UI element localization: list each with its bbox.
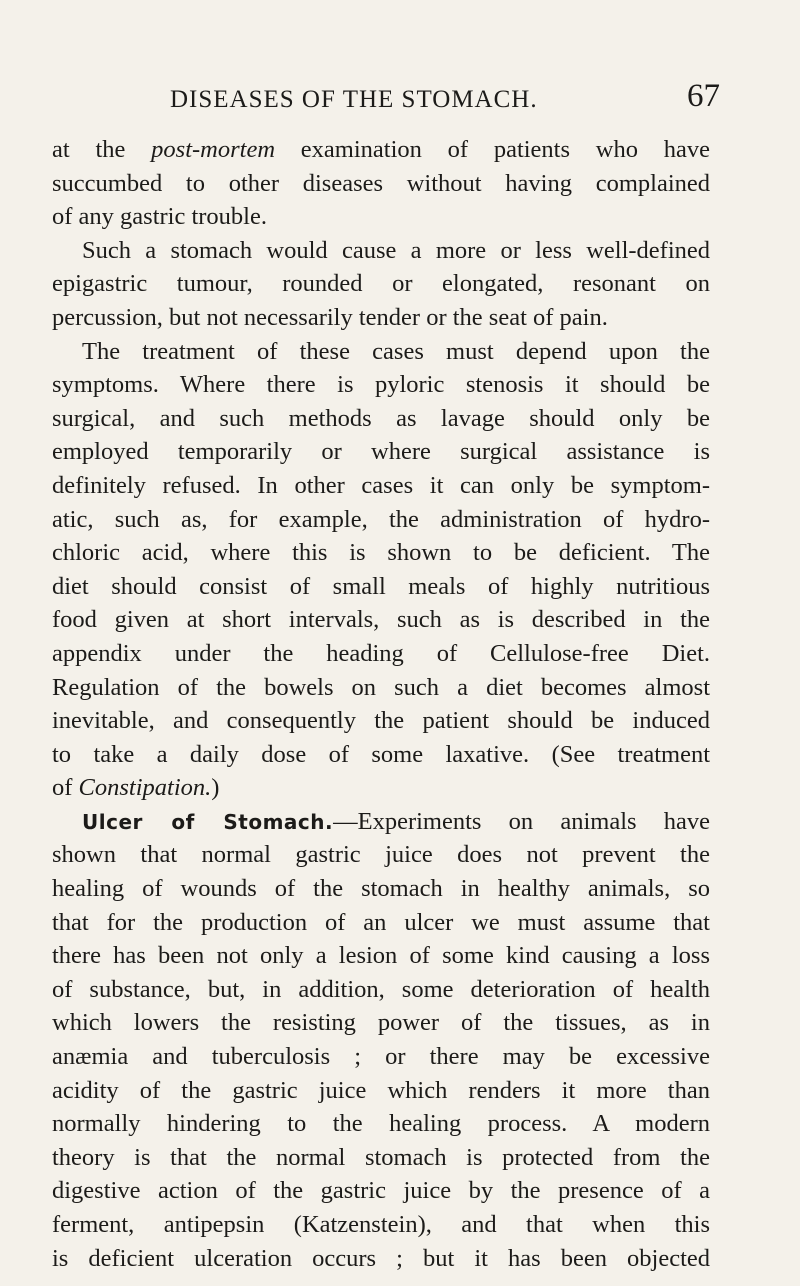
text-line: Regulation of the bowels on such a diet becomes almost [52,673,710,701]
text-line: chloric acid, where this is shown to be deficient. The [52,539,710,567]
italic-term: post-mortem [151,136,276,163]
section-heading: Ulcer of Stomach. [82,809,334,834]
text-line: anæmia and tuberculosis ; or there may be excessive [52,1043,710,1071]
text-line: is deficient ulceration occurs ; but it has been objected [52,1244,710,1272]
text-line: which lowers the resisting power of the tissues, as in [52,1009,710,1037]
text-line: epigastric tumour, rounded or elongated, resonant on [52,270,710,298]
text-line: symptoms. Where there is pyloric stenosis it should be [52,371,710,399]
text-line: The treatment of these cases must depend upon the [82,337,710,365]
text-line: atic, such as, for example, the administration of hydro- [52,505,710,533]
text-line: percussion, but not necessarily tender or the seat of pain. [52,303,608,331]
body-text [52,133,710,1275]
text-line: employed temporarily or where surgical assistance is [52,438,710,466]
text-line: appendix under the heading of Cellulose-free Diet. [52,639,710,667]
page-number: 67 [687,78,720,114]
text-line: Ulcer of Stomach.—Experiments on animals have [82,807,710,835]
text-line: food given at short intervals, such as is described in the [52,606,710,634]
text-line: definitely refused. In other cases it can only be symptom- [52,471,710,499]
text-line: acidity of the gastric juice which renders it more than [52,1076,710,1104]
text-line: succumbed to other diseases without having complained [52,169,710,197]
text-line: ferment, antipepsin (Katzenstein), and that when this [52,1211,710,1238]
text-line: of substance, but, in addition, some deterioration of health [52,975,710,1003]
running-head [52,78,720,118]
text-line: Such a stomach would cause a more or less well-defined [82,236,710,264]
text-line: diet should consist of small meals of highly nutritious [52,572,710,600]
text-line: there has been not only a lesion of some kind causing a loss [52,942,710,970]
text-line: of any gastric trouble. [52,203,267,231]
text-line: normally hindering to the healing process. A modern [52,1110,710,1138]
text-line: inevitable, and consequently the patient should be induced [52,707,710,735]
text-line: to take a daily dose of some laxative. (See treatment [52,740,710,768]
italic-term: Constipation. [78,774,212,802]
text-line: surgical, and such methods as lavage should only be [52,404,710,432]
text-line: that for the production of an ulcer we must assume that [52,908,710,936]
text-line: shown that normal gastric juice does not prevent the [52,841,710,869]
running-head-title: DISEASES OF THE STOMACH. [170,86,538,113]
text-line: theory is that the normal stomach is protected from the [52,1143,710,1171]
text-line: at the post-mortem examination of patients who have [52,136,710,163]
text-line: healing of wounds of the stomach in healthy animals, so [52,875,710,903]
text-line: of Constipation.) [52,774,220,802]
text-line: digestive action of the gastric juice by the presence of a [52,1177,710,1205]
